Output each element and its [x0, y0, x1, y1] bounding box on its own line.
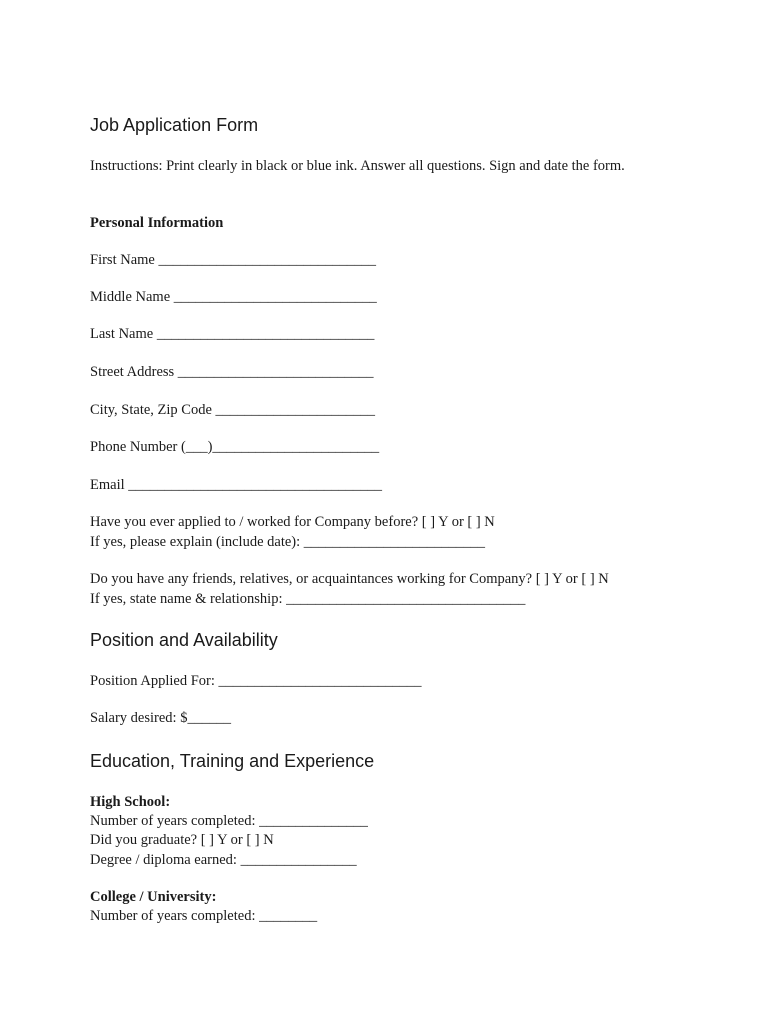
applied-before-question[interactable]: Have you ever applied to / worked for Company before? [ ] Y or [ ] N: [90, 514, 495, 530]
high-school-graduate-question[interactable]: Did you graduate? [ ] Y or [ ] N: [90, 832, 274, 848]
position-applied-field[interactable]: Position Applied For: ____________________________: [90, 673, 422, 689]
salary-desired-field[interactable]: Salary desired: $______: [90, 710, 231, 726]
last-name-field[interactable]: Last Name ______________________________: [90, 326, 375, 342]
middle-name-field[interactable]: Middle Name ____________________________: [90, 289, 377, 305]
education-heading: Education, Training and Experience: [90, 751, 375, 771]
college-years-field[interactable]: Number of years completed: ________: [90, 908, 318, 924]
college-label: College / University:: [90, 889, 217, 905]
high-school-label: High School:: [90, 794, 171, 810]
high-school-degree-field[interactable]: Degree / diploma earned: ________________: [90, 852, 357, 868]
applied-before-explain-field[interactable]: If yes, please explain (include date): _________________________: [90, 534, 486, 550]
phone-number-field[interactable]: Phone Number (___)_______________________: [90, 439, 380, 455]
form-title: Job Application Form: [90, 115, 259, 135]
street-address-field[interactable]: Street Address ___________________________: [90, 364, 374, 380]
friends-working-question[interactable]: Do you have any friends, relatives, or acquaintances working for Company? [ ] Y or [ ] N: [90, 571, 609, 587]
city-state-zip-field[interactable]: City, State, Zip Code ______________________: [90, 402, 376, 418]
instructions-text: Instructions: Print clearly in black or blue ink. Answer all questions. Sign and date the form.: [90, 158, 625, 174]
friends-relationship-field[interactable]: If yes, state name & relationship: _________________________________: [90, 591, 526, 607]
personal-info-heading: Personal Information: [90, 215, 224, 231]
high-school-years-field[interactable]: Number of years completed: _______________: [90, 813, 368, 829]
email-field[interactable]: Email ___________________________________: [90, 477, 383, 493]
position-availability-heading: Position and Availability: [90, 630, 278, 650]
first-name-field[interactable]: First Name ______________________________: [90, 252, 376, 268]
